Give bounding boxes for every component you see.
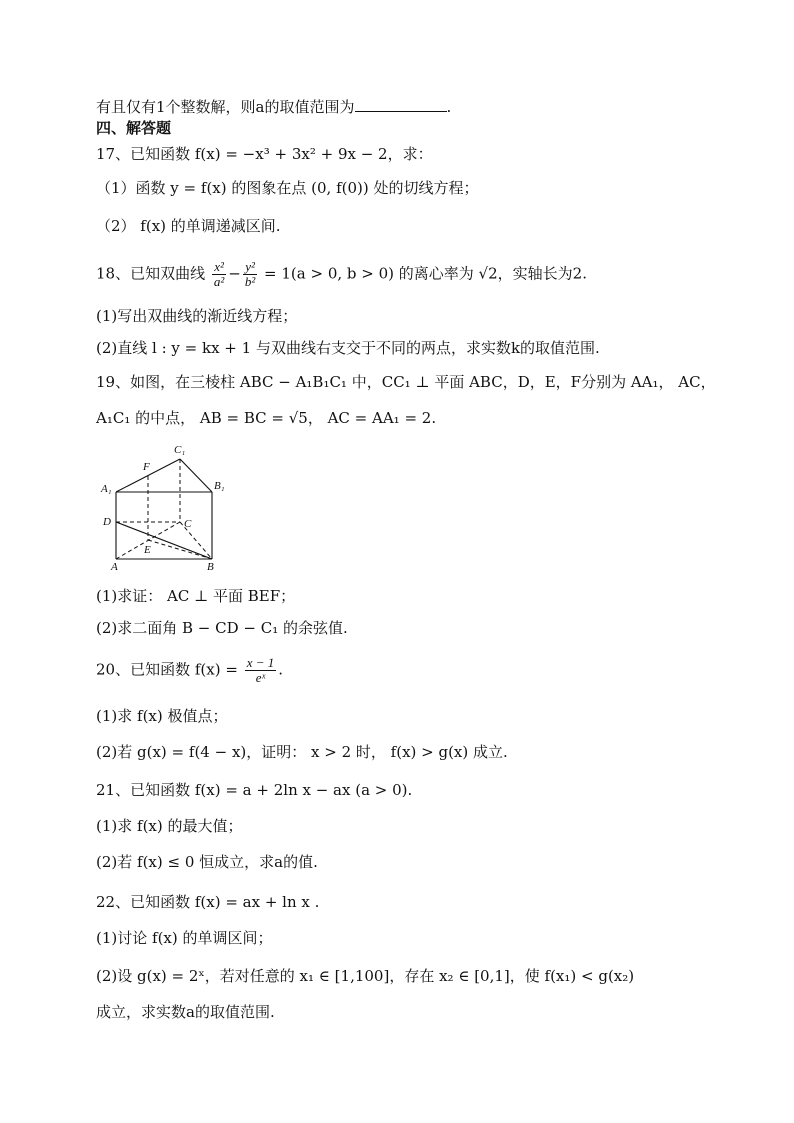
problem-20-post: . — [278, 660, 284, 679]
problem-19-continued: A₁C₁ 的中点， AB = BC = √5， AC = AA₁ = 2. — [96, 409, 437, 427]
vertex-label-b1: B₁ — [214, 480, 225, 492]
vertex-label-e: E — [144, 544, 151, 556]
fraction-x-minus-1-over-ex — [245, 656, 277, 685]
fraction-numerator: x − 1 — [246, 655, 275, 670]
problem-17-part-2: （2） f(x) 的单调递减区间. — [96, 217, 281, 235]
fraction-denominator: a² — [213, 274, 225, 289]
problem-19-part-1: (1)求证： AC ⊥ 平面 BEF； — [96, 587, 296, 605]
fraction-denominator: eˣ — [255, 670, 266, 685]
fraction-numerator: y² — [245, 259, 255, 274]
answer-blank — [355, 97, 447, 112]
problem-18-pre: 18、已知双曲线 — [96, 264, 206, 283]
problem-20 — [96, 656, 283, 685]
text-intro: 有且仅有1个整数解，则a的取值范围为 — [96, 98, 355, 116]
fraction-y2-b2 — [243, 260, 257, 289]
problem-18-post: = 1(a > 0, b > 0) 的离心率为 √2，实轴长为2. — [264, 264, 587, 283]
problem-21-part-1: (1)求 f(x) 的最大值； — [96, 817, 243, 835]
section-heading: 四、解答题 — [96, 119, 172, 137]
minus-sign: − — [228, 264, 241, 283]
problem-18-part-1: (1)写出双曲线的渐近线方程； — [96, 307, 298, 325]
text-intro-end: . — [446, 98, 452, 116]
vertex-label-c1: C₁ — [174, 444, 186, 456]
problem-20-part-2: (2)若 g(x) = f(4 − x)，证明： x > 2 时， f(x) > g(x) 成立. — [96, 743, 508, 761]
line-0 — [96, 97, 451, 117]
vertex-label-f: F — [143, 461, 150, 473]
vertex-label-a1: A₁ — [101, 483, 112, 495]
vertex-label-b: B — [207, 561, 214, 572]
problem-22-part-2: (2)设 g(x) = 2ˣ，若对任意的 x₁ ∈ [1,100]，存在 x₂ ∈ [0,1]，使 f(x₁) < g(x₂) — [96, 967, 635, 985]
vertex-label-a: A — [111, 561, 118, 572]
vertex-label-d: D — [103, 516, 111, 528]
problem-19: 19、如图，在三棱柱 ABC − A₁B₁C₁ 中，CC₁ ⊥ 平面 ABC，D，E，F分别为 AA₁， AC， — [96, 373, 716, 391]
problem-22-part-3: 成立，求实数a的取值范围. — [96, 1003, 275, 1021]
problem-19-part-2: (2)求二面角 B − CD − C₁ 的余弦值. — [96, 619, 348, 637]
prism-figure — [96, 440, 246, 572]
problem-22-part-1: (1)讨论 f(x) 的单调区间； — [96, 929, 273, 947]
problem-22: 22、已知函数 f(x) = ax + ln x . — [96, 893, 320, 911]
fraction-x2-a2 — [212, 260, 226, 289]
fraction-numerator: x² — [214, 259, 224, 274]
problem-21: 21、已知函数 f(x) = a + 2ln x − ax (a > 0). — [96, 781, 413, 799]
vertex-label-c: C — [184, 518, 192, 530]
problem-18-part-2: (2)直线 l : y = kx + 1 与双曲线右支交于不同的两点，求实数k的取值范围. — [96, 339, 600, 357]
fraction-denominator: b² — [244, 274, 256, 289]
problem-20-part-1: (1)求 f(x) 极值点； — [96, 707, 228, 725]
problem-21-part-2: (2)若 f(x) ≤ 0 恒成立，求a的值. — [96, 853, 318, 871]
problem-20-pre: 20、已知函数 f(x) = — [96, 660, 238, 679]
problem-18 — [96, 260, 587, 289]
problem-17: 17、已知函数 f(x) = −x³ + 3x² + 9x − 2，求： — [96, 145, 433, 163]
problem-17-part-1: （1）函数 y = f(x) 的图象在点 (0, f(0)) 处的切线方程； — [96, 179, 479, 197]
